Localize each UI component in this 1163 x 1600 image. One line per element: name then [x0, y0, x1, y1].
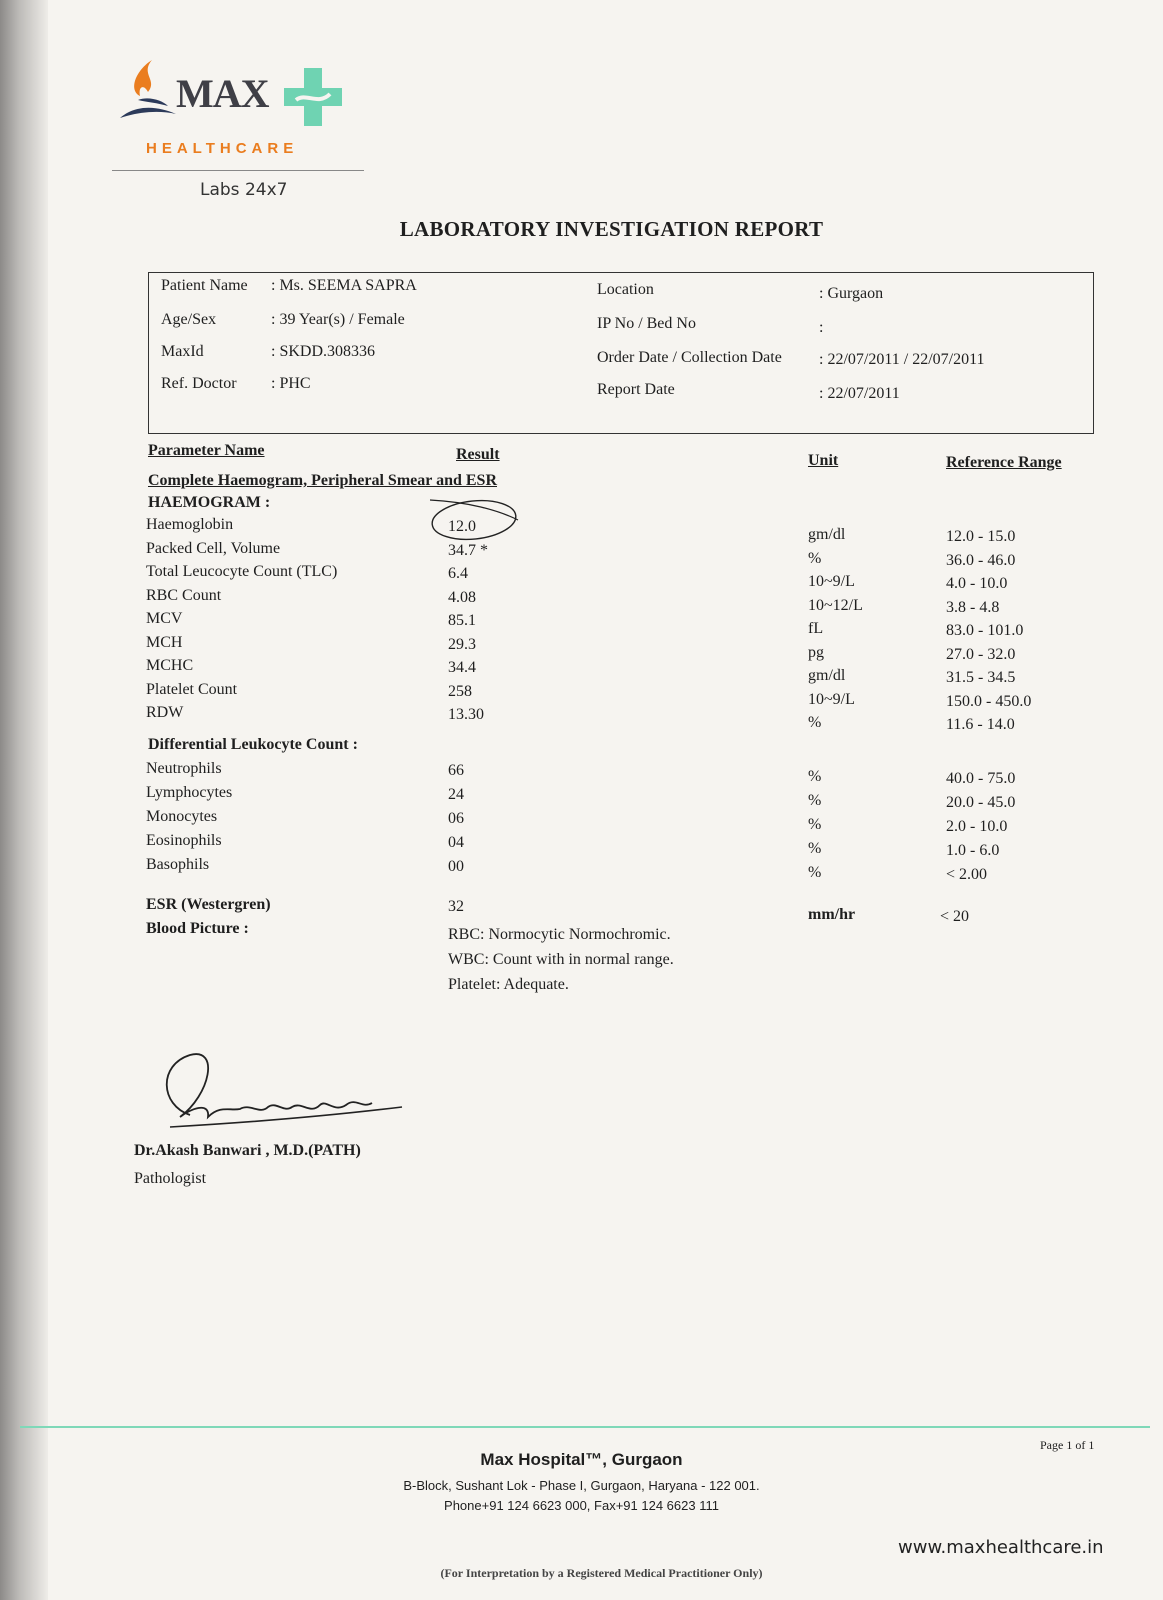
unit-header: Unit: [808, 452, 839, 469]
param-name: Platelet Count: [146, 680, 238, 698]
range-value: < 2.00: [946, 866, 988, 883]
param-name: RDW: [146, 704, 184, 721]
param-name: Haemoglobin: [146, 516, 234, 533]
range-value: 11.6 - 14.0: [946, 716, 1015, 733]
interpretation-note: (For Interpretation by a Registered Medical Practitioner Only): [440, 1566, 763, 1580]
range-value: 31.5 - 34.5: [946, 669, 1016, 686]
report-title: LABORATORY INVESTIGATION REPORT: [399, 217, 824, 241]
param-name: MCV: [146, 610, 183, 627]
result-value: 85.1: [448, 612, 476, 629]
age-sex-label: Age/Sex: [161, 311, 217, 328]
result-value: 00: [448, 858, 464, 875]
patient-name-value: : Ms. SEEMA SAPRA: [271, 277, 417, 294]
unit-value: %: [808, 864, 822, 881]
haemogram-heading: HAEMOGRAM :: [148, 494, 271, 511]
blood-picture-wbc: WBC: Count with in normal range.: [448, 951, 674, 968]
result-value: 4.08: [448, 588, 476, 606]
unit-value: %: [808, 840, 822, 857]
location-value: : Gurgaon: [819, 285, 884, 302]
unit-value: %: [808, 792, 822, 809]
pathologist-name: Dr.Akash Banwari , M.D.(PATH): [134, 1142, 361, 1159]
unit-value: gm/dl: [808, 667, 846, 684]
blood-picture-label: Blood Picture :: [146, 920, 249, 937]
handwritten-circle-mark: [428, 496, 526, 542]
param-name: Eosinophils: [146, 832, 222, 849]
age-sex-value: : 39 Year(s) / Female: [271, 311, 405, 328]
flame-icon: [118, 56, 178, 126]
unit-value: %: [808, 816, 822, 833]
footer-address: B-Block, Sushant Lok - Phase I, Gurgaon, Haryana - 122 001.: [403, 1478, 760, 1493]
result-value: 6.4: [448, 565, 468, 582]
result-value: 34.7 *: [448, 541, 488, 559]
param-name: Total Leucocyte Count (TLC): [146, 563, 338, 580]
footer-divider: [20, 1426, 1150, 1428]
result-value: 66: [448, 762, 464, 779]
maxid-label: MaxId: [161, 343, 204, 360]
range-value: 2.0 - 10.0: [946, 818, 1008, 835]
param-name: MCH: [146, 633, 183, 651]
location-label: Location: [597, 281, 654, 298]
page-number: Page 1 of 1: [1040, 1438, 1095, 1452]
blood-picture-platelet: Platelet: Adequate.: [448, 976, 569, 993]
unit-value: 10~9/L: [808, 573, 855, 590]
result-value: 258: [448, 682, 472, 700]
result-value: 29.3: [448, 635, 476, 653]
order-date-value: : 22/07/2011 / 22/07/2011: [819, 351, 985, 368]
pathologist-signature: [150, 1045, 420, 1135]
param-name: Lymphocytes: [146, 784, 233, 801]
ip-bed-value: :: [819, 319, 824, 336]
website-link[interactable]: www.maxhealthcare.in: [898, 1537, 1104, 1558]
result-value: 12.0: [448, 518, 476, 535]
result-value: 24: [448, 786, 464, 803]
patient-info-box: [148, 272, 1094, 434]
range-value: 12.0 - 15.0: [946, 528, 1016, 545]
ref-doctor-value: : PHC: [271, 375, 311, 392]
esr-range: < 20: [940, 908, 970, 925]
param-name: Monocytes: [146, 808, 218, 825]
range-value: 4.0 - 10.0: [946, 575, 1008, 592]
medical-cross-icon: [282, 66, 344, 128]
range-header: Reference Range: [946, 454, 1062, 471]
ip-bed-label: IP No / Bed No: [597, 315, 696, 332]
unit-value: gm/dl: [808, 526, 846, 543]
param-name: RBC Count: [146, 586, 222, 604]
result-value: 13.30: [448, 706, 484, 723]
unit-value: 10~12/L: [808, 596, 863, 614]
result-value: 04: [448, 834, 464, 851]
ref-doctor-label: Ref. Doctor: [161, 375, 237, 392]
logo-word: MAX: [176, 71, 269, 116]
esr-name: ESR (Westergren): [146, 896, 271, 913]
logo-divider: [112, 170, 364, 171]
range-value: 40.0 - 75.0: [946, 770, 1016, 787]
patient-name-label: Patient Name: [161, 277, 248, 294]
range-value: 27.0 - 32.0: [946, 645, 1016, 663]
range-value: 36.0 - 46.0: [946, 551, 1016, 569]
param-name: Packed Cell, Volume: [146, 539, 281, 557]
dlc-heading: Differential Leukocyte Count :: [148, 736, 358, 753]
unit-value: pg: [808, 643, 824, 661]
range-value: 150.0 - 450.0: [946, 692, 1032, 710]
maxid-value: : SKDD.308336: [271, 343, 376, 360]
unit-value: 10~9/L: [808, 690, 855, 708]
footer-phone: Phone+91 124 6623 000, Fax+91 124 6623 111: [444, 1498, 719, 1513]
esr-unit: mm/hr: [808, 906, 856, 923]
param-name: MCHC: [146, 657, 194, 674]
esr-result: 32: [448, 898, 464, 915]
result-value: 06: [448, 810, 464, 827]
labs-label: Labs 24x7: [200, 180, 288, 200]
range-value: 3.8 - 4.8: [946, 598, 1000, 616]
pathologist-title: Pathologist: [134, 1170, 207, 1187]
range-value: 20.0 - 45.0: [946, 794, 1016, 811]
logo-subtitle: HEALTHCARE: [146, 140, 299, 157]
param-name: Neutrophils: [146, 760, 222, 777]
report-date-label: Report Date: [597, 381, 675, 398]
unit-value: %: [808, 714, 822, 731]
blood-picture-rbc: RBC: Normocytic Normochromic.: [448, 926, 671, 943]
unit-value: fL: [808, 620, 824, 637]
unit-value: %: [808, 549, 822, 567]
report-date-value: : 22/07/2011: [819, 385, 900, 402]
range-value: 83.0 - 101.0: [946, 622, 1024, 639]
range-value: 1.0 - 6.0: [946, 842, 1000, 859]
param-name: Basophils: [146, 856, 210, 873]
unit-value: %: [808, 768, 822, 785]
test-panel-title: Complete Haemogram, Peripheral Smear and ESR: [148, 472, 497, 489]
max-healthcare-logo: [118, 52, 368, 202]
result-value: 34.4: [448, 659, 476, 676]
order-date-label: Order Date / Collection Date: [597, 349, 782, 366]
footer-hospital: Max Hospital™, Gurgaon: [480, 1450, 683, 1469]
param-header: Parameter Name: [148, 442, 265, 459]
result-header: Result: [456, 446, 500, 463]
